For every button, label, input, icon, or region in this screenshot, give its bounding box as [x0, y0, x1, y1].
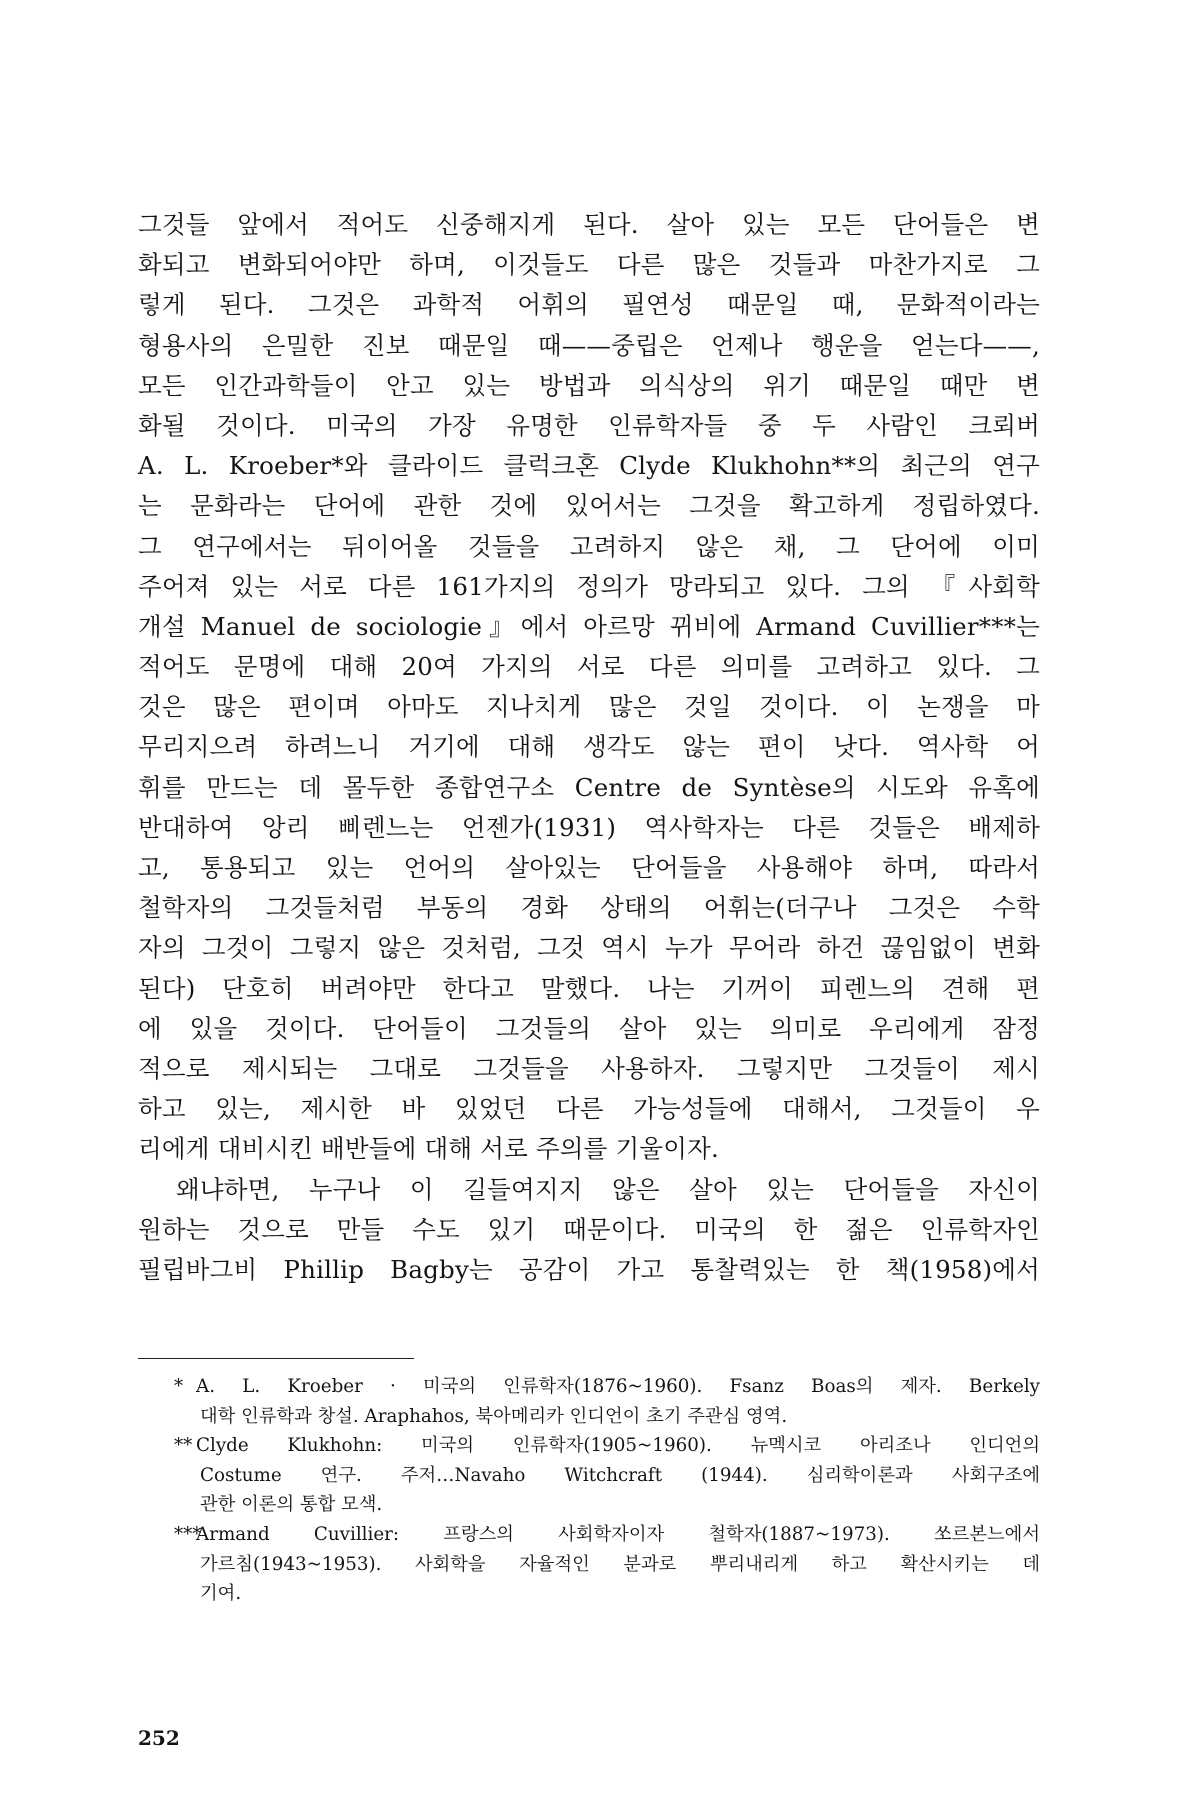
- text-line: 는 문화라는 단어에 관한 것에 있어서는 그것을 확고하게 정립하였다.: [138, 491, 1040, 521]
- footnote-line: Costume 연구. 주저…Navaho Witchcraft (1944). 심리학이론과 사회구조에: [200, 1464, 1040, 1486]
- footnote-text: Armand Cuvillier: 프랑스의 사회학자이자 철학자(1887~1973). 쏘르본느에서: [196, 1523, 1040, 1545]
- text-line: 적으로 제시되는 그대로 그것들을 사용하자. 그렇지만 그것들이 제시: [138, 1053, 1040, 1083]
- footnote-line: 가르침(1943~1953). 사회학을 자율적인 분과로 뿌리내리게 하고 확산시키는 데: [200, 1553, 1040, 1575]
- text-line: 화되고 변화되어야만 하며, 이것들도 다른 많은 것들과 마찬가지로 그: [138, 250, 1040, 280]
- footnotes: [174, 1372, 1040, 1609]
- text-line: 철학자의 그것들처럼 부동의 경화 상태의 어휘는(더구나 그것은 수학: [138, 893, 1040, 923]
- text-line: 고, 통용되고 있는 언어의 살아있는 단어들을 사용해야 하며, 따라서: [138, 853, 1040, 882]
- text-line: 왜냐하면, 누구나 이 길들여지지 않은 살아 있는 단어들을 자신이: [176, 1174, 1040, 1204]
- text-line: 모든 인간과학들이 안고 있는 방법과 의식상의 위기 때문일 때만 변: [138, 370, 1040, 400]
- footnote-line: 기여.: [200, 1583, 242, 1605]
- text-line: 에 있을 것이다. 단어들이 그것들의 살아 있는 의미로 우리에게 잠정: [138, 1013, 1040, 1043]
- text-line: A. L. Kroeber*와 클라이드 클럭크혼 Clyde Klukhohn**의 최근의 연구: [138, 451, 1040, 481]
- text-line: 그것들 앞에서 적어도 신중해지게 된다. 살아 있는 모든 단어들은 변: [138, 210, 1040, 239]
- text-line: 휘를 만드는 데 몰두한 종합연구소 Centre de Syntèse의 시도와 유혹에: [138, 772, 1040, 802]
- text-line: 하고 있는, 제시한 바 있었던 다른 가능성들에 대해서, 그것들이 우: [138, 1094, 1040, 1124]
- footnote-divider: [138, 1358, 414, 1359]
- footnote-text: Clyde Klukhohn: 미국의 인류학자(1905~1960). 뉴멕시코 아리조나 인디언의: [196, 1435, 1040, 1457]
- text-line: 무리지으려 하려느니 거기에 대해 생각도 않는 편이 낫다. 역사학 어: [138, 732, 1040, 762]
- footnote-marker: ***: [174, 1523, 202, 1545]
- text-line: 적어도 문명에 대해 20여 가지의 서로 다른 의미를 고려하고 있다. 그: [138, 652, 1040, 682]
- text-line: 렇게 된다. 그것은 과학적 어휘의 필연성 때문일 때, 문화적이라는: [138, 290, 1040, 320]
- footnote-text: A. L. Kroeber · 미국의 인류학자(1876~1960). Fsanz Boas의 제자. Berkely: [196, 1376, 1040, 1397]
- text-line: 화될 것이다. 미국의 가장 유명한 인류학자들 중 두 사람인 크뢰버: [138, 410, 1040, 440]
- text-line: 개설 Manuel de sociologie』에서 아르망 뀌비에 Armand Cuvillier***는: [138, 611, 1040, 641]
- text-line: 형용사의 은밀한 진보 때문일 때——중립은 언제나 행운을 얻는다——,: [138, 330, 1040, 360]
- page-number: 252: [138, 1726, 180, 1750]
- text-line: 된다) 단호히 버려야만 한다고 말했다. 나는 기꺼이 피렌느의 견해 편: [138, 973, 1040, 1003]
- footnote-marker: *: [174, 1376, 184, 1397]
- text-line: 리에게 대비시킨 배반들에 대해 서로 주의를 기울이자.: [138, 1134, 719, 1164]
- text-line: 원하는 것으로 만들 수도 있기 때문이다. 미국의 한 젊은 인류학자인: [138, 1214, 1040, 1244]
- footnote-line: [174, 1520, 1040, 1550]
- footnote-line: 관한 이론의 통합 모색.: [200, 1494, 383, 1516]
- text-line: 필립바그비 Phillip Bagby는 공감이 가고 통찰력있는 한 책(1958)에서: [138, 1254, 1040, 1284]
- body-text: [138, 205, 1040, 1290]
- footnote-marker: **: [174, 1435, 193, 1457]
- footnote-line: [174, 1431, 1040, 1461]
- text-line: 자의 그것이 그렇지 않은 것처럼, 그것 역시 누가 무어라 하건 끊임없이 변화: [138, 933, 1040, 963]
- footnote-line: [174, 1372, 1040, 1402]
- text-line: 반대하여 앙리 삐렌느는 언젠가(1931) 역사학자는 다른 것들은 배제하: [138, 812, 1040, 842]
- text-line: 것은 많은 편이며 아마도 지나치게 많은 것일 것이다. 이 논쟁을 마: [138, 692, 1040, 722]
- text-line: 주어져 있는 서로 다른 161가지의 정의가 망라되고 있다. 그의 『사회학: [138, 571, 1040, 601]
- text-line: 그 연구에서는 뒤이어올 것들을 고려하지 않은 채, 그 단어에 이미: [138, 531, 1040, 561]
- footnote-line: 대학 인류학과 창설. Araphahos, 북아메리카 인디언이 초기 주관심 영역.: [200, 1405, 788, 1427]
